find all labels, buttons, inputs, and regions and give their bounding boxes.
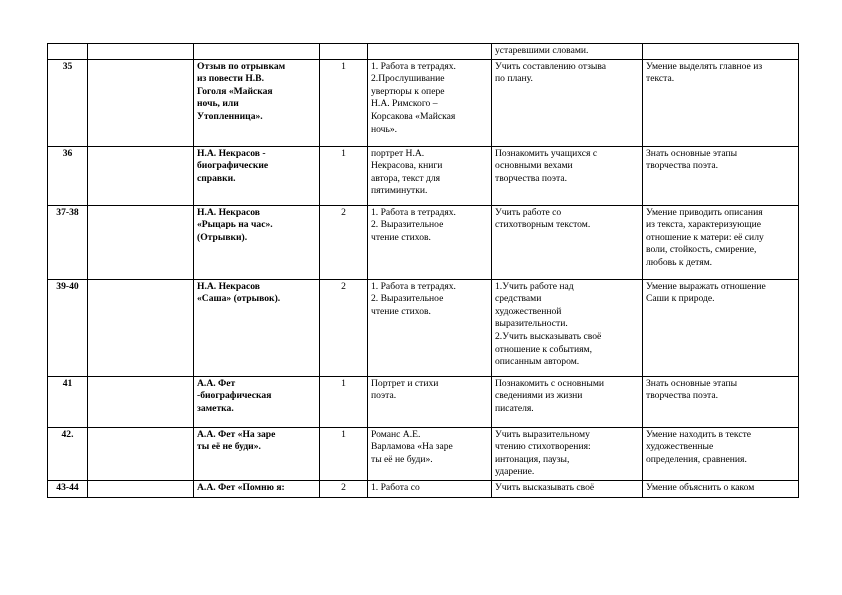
cell-text-line: творчества поэта. bbox=[646, 390, 718, 402]
resources-cell bbox=[368, 376, 492, 427]
hours-cell bbox=[320, 44, 368, 60]
table-row bbox=[48, 279, 799, 376]
cell-text-line: Н.А. Некрасов bbox=[197, 206, 260, 218]
outcomes-cell bbox=[643, 480, 799, 497]
cell-text-line: Учить работе со bbox=[495, 206, 562, 218]
lesson-topic-cell bbox=[194, 146, 320, 205]
cell-text-line: из повести Н.В. bbox=[197, 73, 264, 85]
cell-text-line: Гоголя «Майская bbox=[197, 85, 273, 97]
resources-cell bbox=[368, 59, 492, 146]
cell-text-line: Н.А. Некрасов - bbox=[197, 147, 266, 159]
outcomes-cell bbox=[643, 146, 799, 205]
outcomes-cell bbox=[643, 376, 799, 427]
cell-text-line: определения, сравнения. bbox=[646, 453, 747, 465]
resources-cell bbox=[368, 205, 492, 279]
hours-cell: 2 bbox=[320, 205, 368, 279]
cell-text-line: портрет Н.А. bbox=[371, 147, 425, 159]
cell-text-line: 1. Работа в тетрадях. bbox=[371, 60, 456, 72]
goals-cell bbox=[492, 279, 643, 376]
cell-text-line: ночь». bbox=[371, 123, 398, 135]
lesson-topic-cell bbox=[194, 205, 320, 279]
cell-text-line: Н.А. Римского – bbox=[371, 98, 438, 110]
cell-text-line: художественной bbox=[495, 305, 562, 317]
cell-text-line: Знать основные этапы bbox=[646, 377, 738, 389]
cell-text-line: чтение стихов. bbox=[371, 231, 431, 243]
cell-text-line: из текста, характеризующие bbox=[646, 219, 762, 231]
cell-text-line: А.А. Фет «Помню я: bbox=[197, 481, 285, 493]
resources-cell bbox=[368, 44, 492, 60]
cell-text-line: справки. bbox=[197, 172, 236, 184]
outcomes-cell bbox=[643, 205, 799, 279]
cell-text-line: Умение выделять главное из bbox=[646, 60, 763, 72]
cell-text-line: чтению стихотворения: bbox=[495, 441, 591, 453]
cell-text-line: Портрет и стихи bbox=[371, 377, 439, 389]
cell-text-line: автора, текст для bbox=[371, 172, 441, 184]
outcomes-cell bbox=[643, 427, 799, 480]
cell-text-line: воли, стойкость, смирение, bbox=[646, 244, 757, 256]
resources-cell bbox=[368, 279, 492, 376]
lesson-number-cell: 36 bbox=[48, 146, 88, 205]
hours-cell: 1 bbox=[320, 59, 368, 146]
table-row-continuation bbox=[48, 44, 799, 60]
cell-text-line: ты её не буди». bbox=[197, 441, 261, 453]
table-row bbox=[48, 427, 799, 480]
lesson-number-cell: 37-38 bbox=[48, 205, 88, 279]
cell-text-line: А.А. Фет bbox=[197, 377, 236, 389]
lesson-topic-cell bbox=[194, 376, 320, 427]
cell-text-line: чтение стихов. bbox=[371, 305, 431, 317]
blank-cell bbox=[88, 427, 194, 480]
cell-text-line: Учить составлению отзыва bbox=[495, 60, 606, 72]
goals-cell bbox=[492, 205, 643, 279]
cell-text-line: поэта. bbox=[371, 390, 397, 402]
cell-text-line: А.А. Фет «На заре bbox=[197, 428, 276, 440]
cell-text-line: 1. Работа со bbox=[371, 481, 420, 493]
cell-text-line: писателя. bbox=[495, 402, 534, 414]
goals-cell: устаревшими словами. bbox=[492, 44, 643, 60]
cell-text-line: Познакомить учащихся с bbox=[495, 147, 598, 159]
cell-text-line: -биографическая bbox=[197, 390, 272, 402]
cell-text-line: Варламова «На заре bbox=[371, 441, 453, 453]
blank-cell bbox=[88, 480, 194, 497]
cell-text-line: «Саша» (отрывок). bbox=[197, 293, 281, 305]
goals-cell bbox=[492, 146, 643, 205]
hours-cell: 1 bbox=[320, 376, 368, 427]
cell-text-line: пятиминутки. bbox=[371, 185, 428, 197]
cell-text-line: Утопленница». bbox=[197, 110, 263, 122]
table-row bbox=[48, 205, 799, 279]
goals-cell bbox=[492, 480, 643, 497]
cell-text-line: художественные bbox=[646, 441, 714, 453]
cell-text-line: увертюры к опере bbox=[371, 85, 445, 97]
goals-cell bbox=[492, 376, 643, 427]
cell-text-line: 1. Работа в тетрадях. bbox=[371, 206, 456, 218]
blank-cell bbox=[88, 146, 194, 205]
blank-cell bbox=[88, 376, 194, 427]
cell-text-line: заметка. bbox=[197, 402, 234, 414]
cell-text-line: ночь, или bbox=[197, 98, 239, 110]
outcomes-cell bbox=[643, 44, 799, 60]
resources-cell bbox=[368, 146, 492, 205]
resources-cell bbox=[368, 427, 492, 480]
cell-text-line: любовь к детям. bbox=[646, 256, 713, 268]
cell-text-line: средствами bbox=[495, 293, 542, 305]
lesson-topic-cell bbox=[194, 427, 320, 480]
cell-text-line: 2. Выразительное bbox=[371, 219, 444, 231]
cell-text-line: основными вехами bbox=[495, 160, 573, 172]
cell-text-line: 1.Учить работе над bbox=[495, 280, 574, 292]
lesson-number-cell: 35 bbox=[48, 59, 88, 146]
lesson-number-cell: 42. bbox=[48, 427, 88, 480]
cell-text-line: творчества поэта. bbox=[495, 172, 567, 184]
lesson-topic-cell bbox=[194, 279, 320, 376]
cell-text-line: по плану. bbox=[495, 73, 533, 85]
cell-text-line: Отзыв по отрывкам bbox=[197, 60, 286, 72]
lesson-number-cell: 43-44 bbox=[48, 480, 88, 497]
cell-text-line: сведениями из жизни bbox=[495, 390, 583, 402]
cell-text-line: стихотворным текстом. bbox=[495, 219, 591, 231]
table-row bbox=[48, 376, 799, 427]
cell-text-line: отношение к событиям, bbox=[495, 343, 593, 355]
lesson-plan-table bbox=[47, 43, 799, 498]
goals-cell bbox=[492, 59, 643, 146]
table-row bbox=[48, 480, 799, 497]
lesson-topic-cell bbox=[194, 480, 320, 497]
hours-cell: 1 bbox=[320, 427, 368, 480]
cell-text-line: 2.Учить высказывать своё bbox=[495, 330, 602, 342]
hours-cell: 2 bbox=[320, 279, 368, 376]
cell-text-line: описанным автором. bbox=[495, 356, 580, 368]
cell-text-line: Романс А.Е. bbox=[371, 428, 421, 440]
lesson-number-cell bbox=[48, 44, 88, 60]
cell-text-line: (Отрывки). bbox=[197, 231, 248, 243]
hours-cell: 2 bbox=[320, 480, 368, 497]
cell-text-line: творчества поэта. bbox=[646, 160, 718, 172]
cell-text-line: Учить выразительному bbox=[495, 428, 590, 440]
table-row bbox=[48, 59, 799, 146]
blank-cell bbox=[88, 59, 194, 146]
cell-text-line: интонация, паузы, bbox=[495, 453, 570, 465]
hours-cell: 1 bbox=[320, 146, 368, 205]
lesson-number-cell: 39-40 bbox=[48, 279, 88, 376]
cell-text-line: биографические bbox=[197, 160, 269, 172]
cell-text-line: выразительности. bbox=[495, 318, 568, 330]
cell-text-line: 2.Прослушивание bbox=[371, 73, 445, 85]
cell-text-line: Корсакова «Майская bbox=[371, 110, 456, 122]
cell-text-line: ударение. bbox=[495, 466, 535, 478]
blank-cell bbox=[88, 205, 194, 279]
lesson-number-cell: 41 bbox=[48, 376, 88, 427]
cell-text-line: Умение выражать отношение bbox=[646, 280, 766, 292]
lesson-topic-cell bbox=[194, 44, 320, 60]
table-row bbox=[48, 146, 799, 205]
cell-text-line: «Рыцарь на час». bbox=[197, 219, 273, 231]
cell-text-line: ты её не буди». bbox=[371, 453, 433, 465]
blank-cell bbox=[88, 44, 194, 60]
goals-cell bbox=[492, 427, 643, 480]
outcomes-cell bbox=[643, 59, 799, 146]
resources-cell bbox=[368, 480, 492, 497]
cell-text-line: Саши к природе. bbox=[646, 293, 715, 305]
cell-text-line: отношение к матери: её силу bbox=[646, 231, 764, 243]
cell-text-line: 1. Работа в тетрадях. bbox=[371, 280, 456, 292]
cell-text-line: Учить высказывать своё bbox=[495, 481, 595, 493]
cell-text-line: Знать основные этапы bbox=[646, 147, 738, 159]
cell-text-line: текста. bbox=[646, 73, 675, 85]
cell-text-line: Умение находить в тексте bbox=[646, 428, 752, 440]
lesson-topic-cell bbox=[194, 59, 320, 146]
cell-text-line: Познакомить с основными bbox=[495, 377, 605, 389]
cell-text-line: Умение объяснить о каком bbox=[646, 481, 755, 493]
blank-cell bbox=[88, 279, 194, 376]
cell-text-line: Н.А. Некрасов bbox=[197, 280, 260, 292]
outcomes-cell bbox=[643, 279, 799, 376]
cell-text-line: Умение приводить описания bbox=[646, 206, 763, 218]
cell-text-line: Некрасова, книги bbox=[371, 160, 443, 172]
cell-text-line: 2. Выразительное bbox=[371, 293, 444, 305]
